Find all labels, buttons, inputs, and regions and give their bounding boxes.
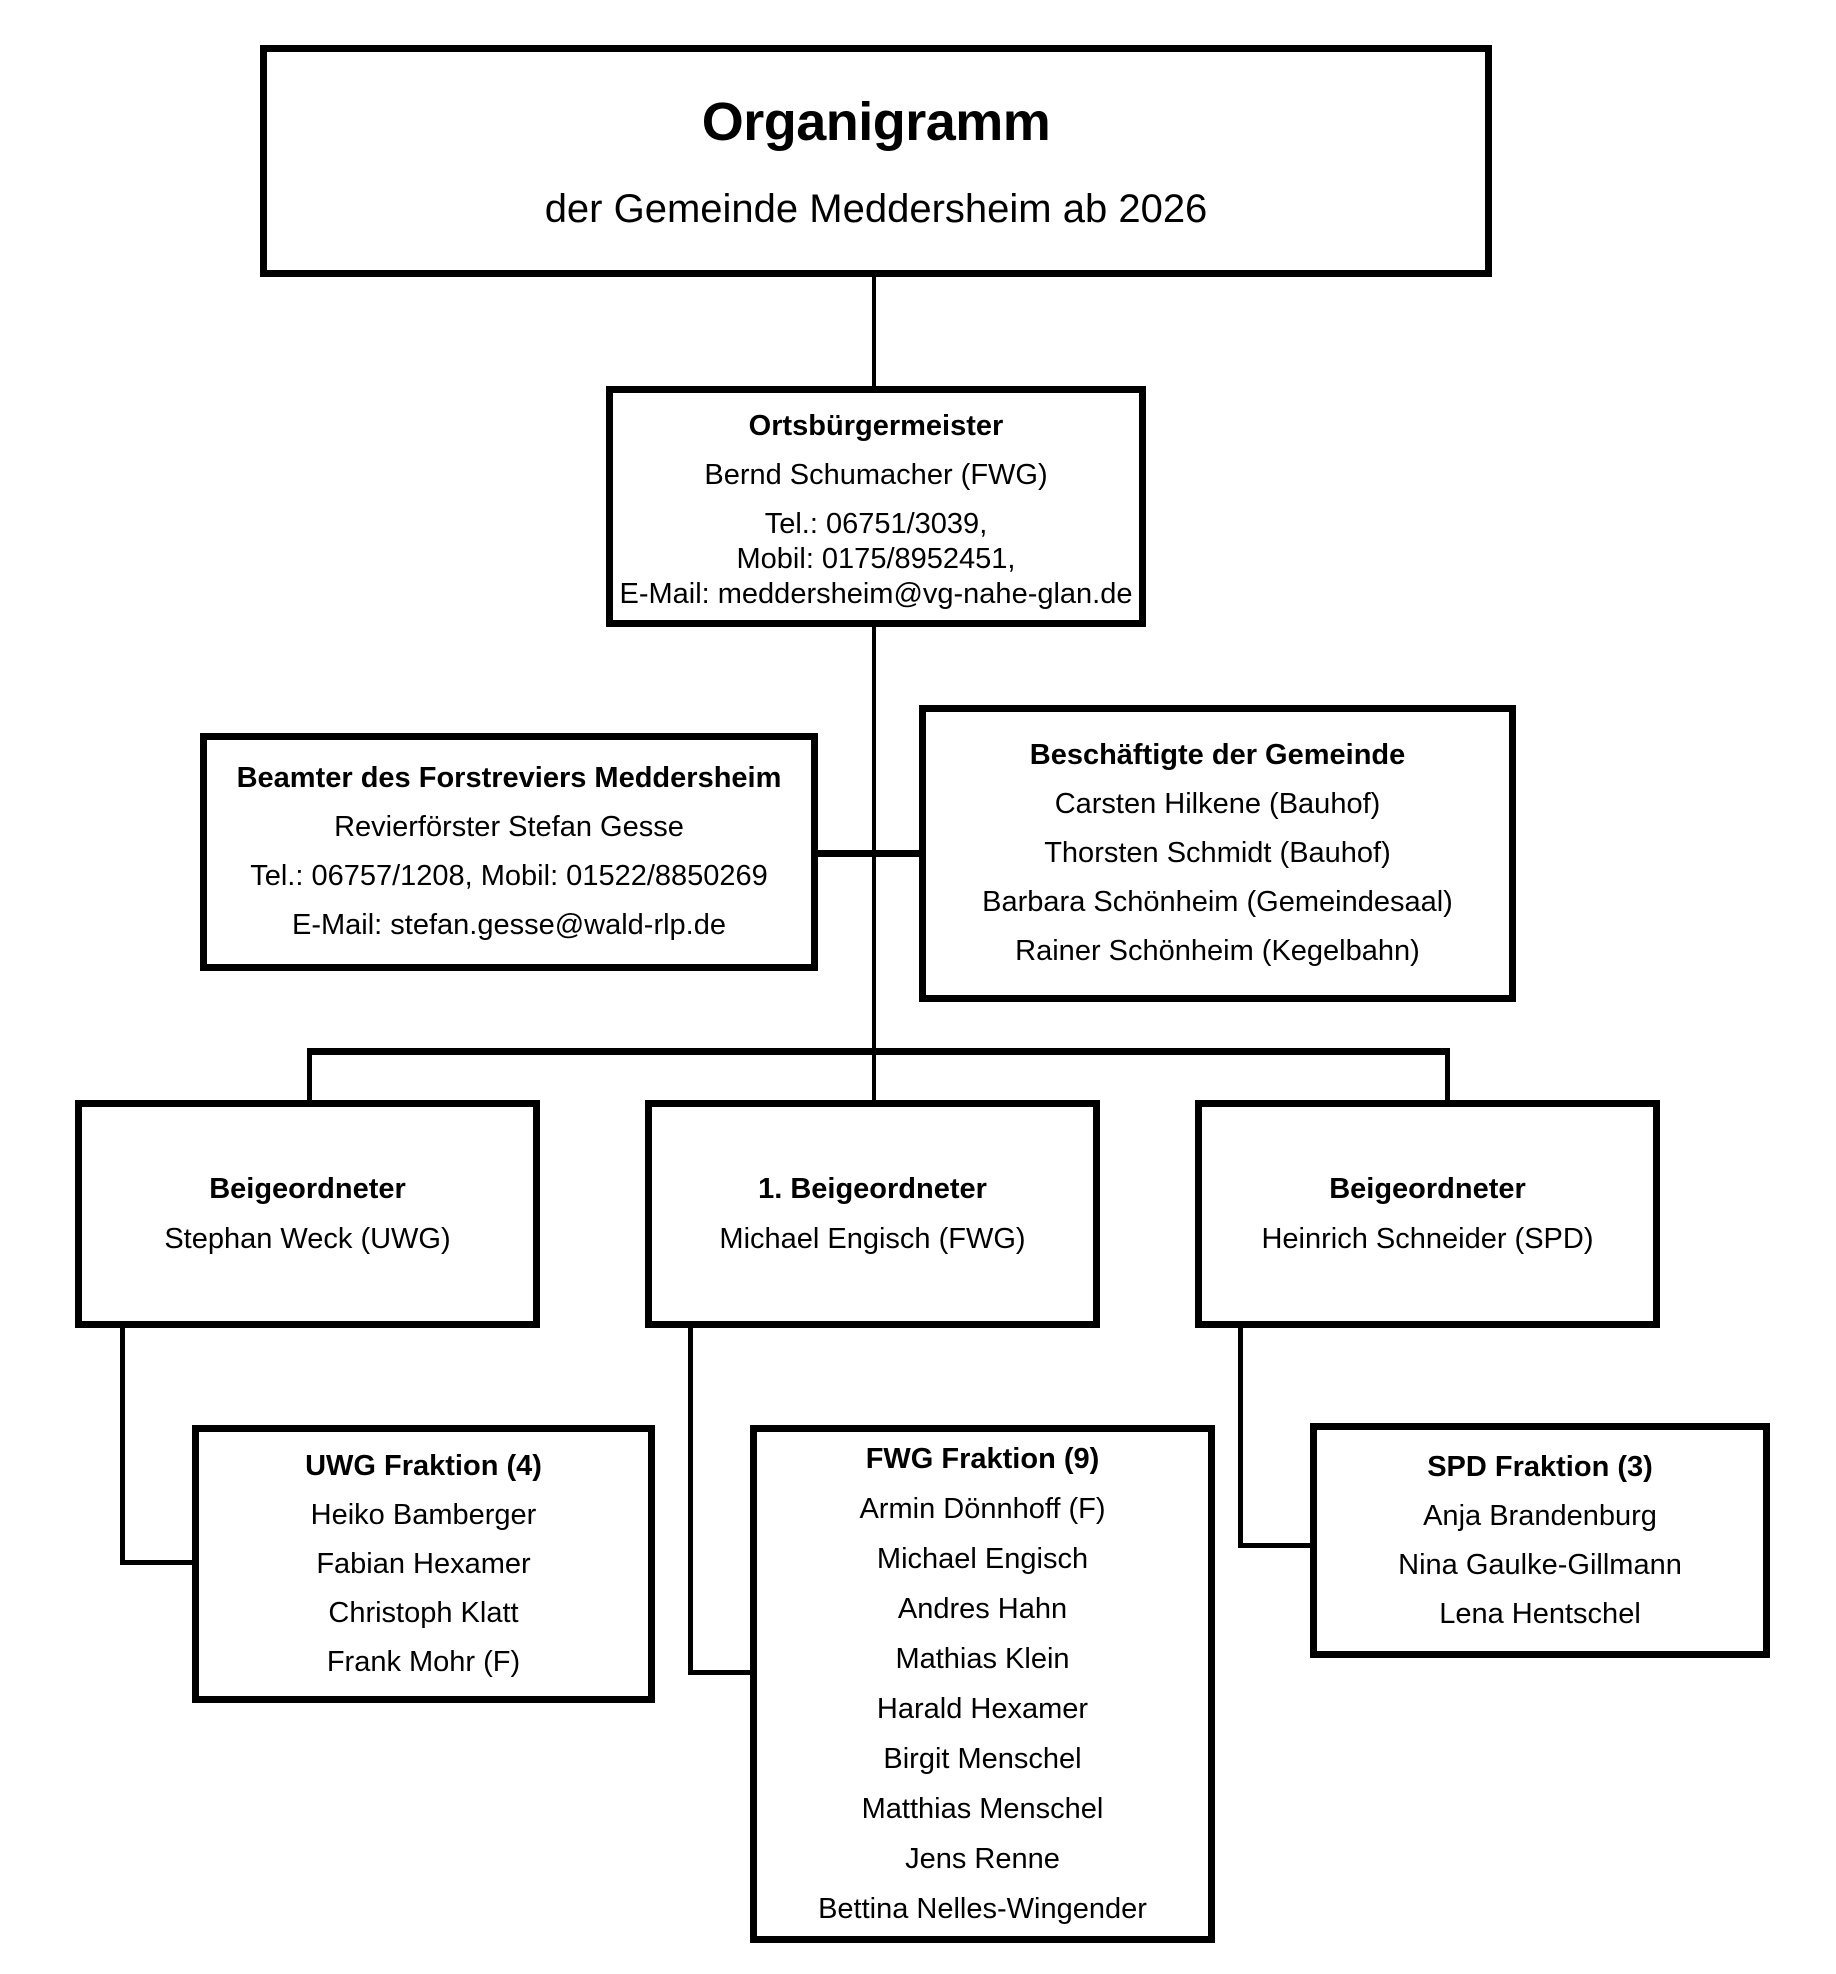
person-name: Stephan Weck (UWG) (164, 1223, 451, 1255)
node-uwg-fraktion (192, 1425, 655, 1703)
node-forstrevier (200, 733, 818, 971)
node-heading: FWG Fraktion (9) (865, 1442, 1100, 1475)
member-name: Armin Dönnhoff (F) (859, 1492, 1106, 1525)
connector-right-deputy-to-spd-v (1238, 1326, 1243, 1548)
member-name: Bettina Nelles-Wingender (818, 1892, 1147, 1925)
node-ortsbuergermeister (606, 386, 1146, 627)
member-name: Barbara Schönheim (Gemeindesaal) (982, 886, 1453, 918)
node-beigeordneter-left (75, 1100, 540, 1328)
member-name: Harald Hexamer (876, 1692, 1089, 1725)
member-name: Frank Mohr (F) (326, 1645, 521, 1678)
member-name: Carsten Hilkene (Bauhof) (1054, 788, 1381, 820)
connector-right-deputy-to-spd-h (1238, 1543, 1314, 1548)
connector-left-deputy-to-uwg-h (120, 1560, 196, 1565)
node-heading: Beamter des Forstreviers Meddersheim (236, 762, 782, 794)
member-name: Anja Brandenburg (1423, 1499, 1657, 1532)
node-heading: Ortsbürgermeister (748, 409, 1004, 442)
phone-line: Tel.: 06757/1208, Mobil: 01522/8850269 (250, 860, 768, 892)
connector-mid-deputy-to-fwg-v (688, 1326, 693, 1675)
member-name: Thorsten Schmidt (Bauhof) (1044, 837, 1391, 869)
connector-distribution-line (307, 1048, 1450, 1055)
node-heading: UWG Fraktion (4) (305, 1449, 542, 1482)
member-name: Mathias Klein (895, 1642, 1070, 1675)
contact-block (619, 507, 1132, 612)
member-name: Christoph Klatt (328, 1596, 519, 1629)
member-name: Fabian Hexamer (316, 1547, 531, 1580)
person-name: Bernd Schumacher (FWG) (704, 458, 1048, 491)
node-beigeordneter-1 (645, 1100, 1100, 1328)
node-heading: SPD Fraktion (3) (1427, 1450, 1653, 1483)
connector-mayor-to-deputies (872, 623, 876, 1102)
mobile-line: Mobil: 0175/8952451, (736, 542, 1016, 575)
member-name: Nina Gaulke-Gillmann (1398, 1548, 1682, 1581)
person-name: Heinrich Schneider (SPD) (1261, 1223, 1594, 1255)
node-heading: Beigeordneter (1329, 1173, 1526, 1205)
node-heading: Beigeordneter (209, 1173, 406, 1205)
page-title: Organigramm (701, 92, 1051, 152)
email-line: E-Mail: meddersheim@vg-nahe-glan.de (619, 577, 1133, 610)
email-line: E-Mail: stefan.gesse@wald-rlp.de (291, 909, 726, 941)
title-box (260, 45, 1492, 277)
member-name: Heiko Bamberger (310, 1498, 537, 1531)
member-name: Lena Hentschel (1439, 1597, 1641, 1630)
member-name: Rainer Schönheim (Kegelbahn) (1015, 935, 1420, 967)
phone-line: Tel.: 06751/3039, (764, 507, 988, 540)
connector-drop-left-deputy (307, 1048, 312, 1102)
node-spd-fraktion (1310, 1423, 1770, 1658)
connector-title-to-mayor (872, 277, 876, 388)
node-beigeordneter-right (1195, 1100, 1660, 1328)
node-heading: Beschäftigte der Gemeinde (1029, 739, 1406, 771)
node-heading: 1. Beigeordneter (758, 1173, 987, 1205)
member-name: Andres Hahn (897, 1592, 1068, 1625)
connector-drop-right-deputy (1445, 1048, 1450, 1102)
member-name: Jens Renne (905, 1842, 1060, 1875)
connector-mid-deputy-to-fwg-h (688, 1670, 754, 1675)
member-name: Birgit Menschel (883, 1742, 1082, 1775)
page-subtitle: der Gemeinde Meddersheim ab 2026 (544, 187, 1208, 231)
member-name: Matthias Menschel (861, 1792, 1104, 1825)
connector-forestry-employees-stub (812, 850, 924, 857)
node-fwg-fraktion (750, 1425, 1215, 1943)
person-name: Michael Engisch (FWG) (719, 1223, 1026, 1255)
node-beschaeftigte (919, 705, 1516, 1002)
connector-left-deputy-to-uwg-v (120, 1326, 125, 1565)
member-name: Michael Engisch (876, 1542, 1089, 1575)
person-name: Revierförster Stefan Gesse (334, 811, 684, 843)
